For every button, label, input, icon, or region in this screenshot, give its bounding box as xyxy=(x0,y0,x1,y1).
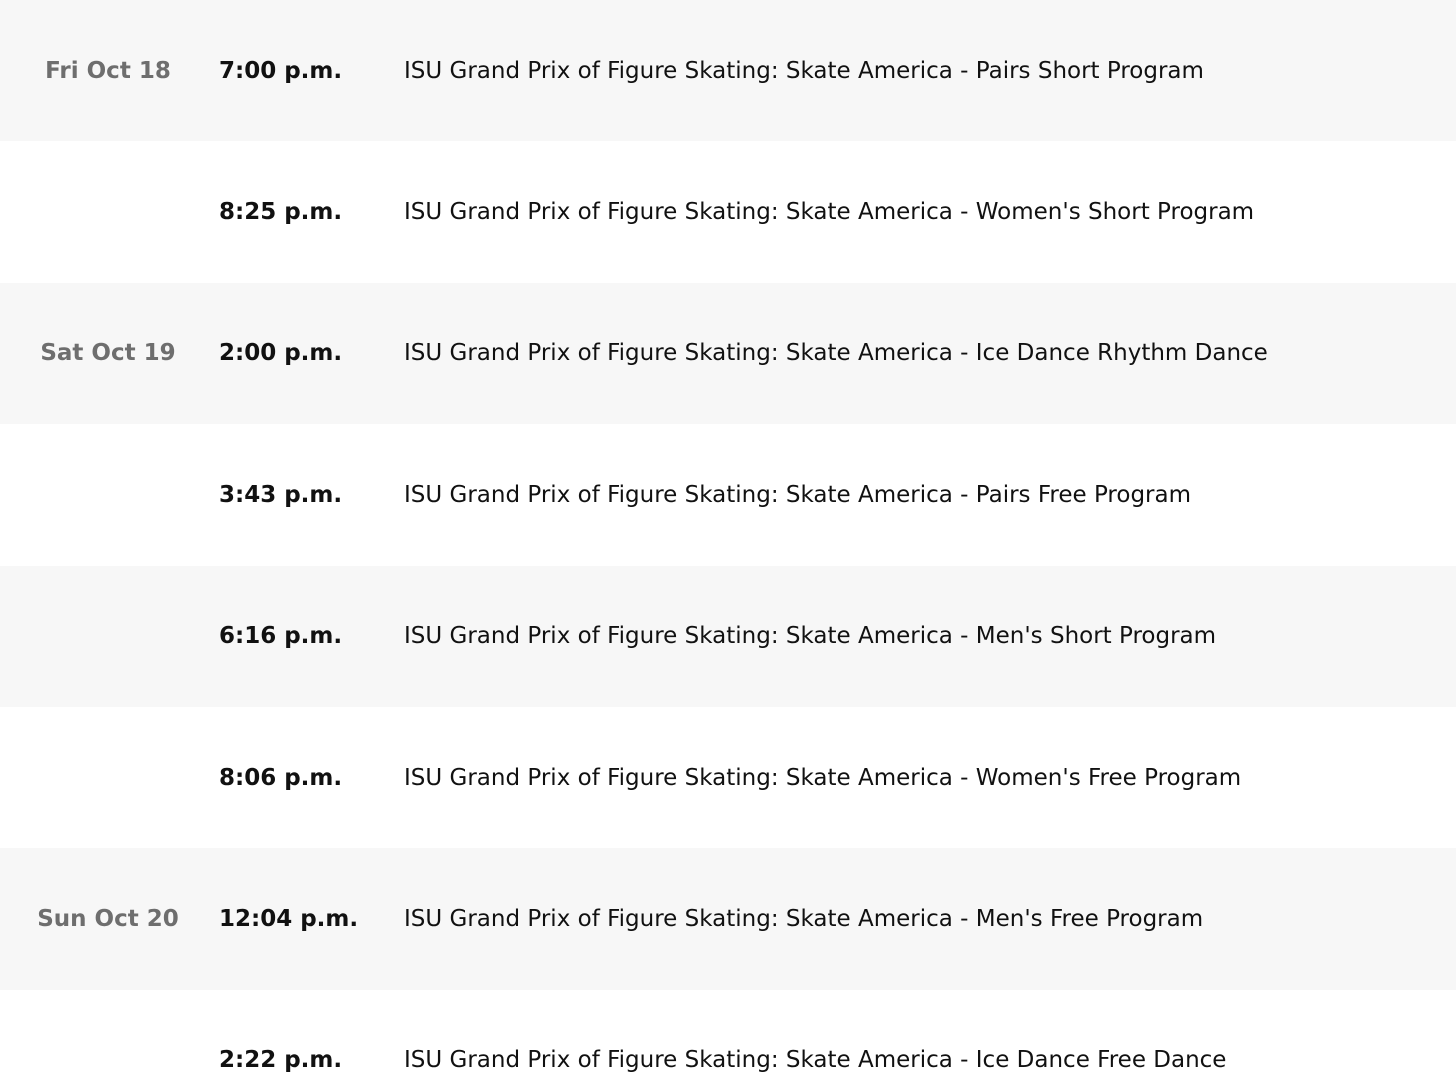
time-label: 6:16 p.m. xyxy=(219,623,343,650)
schedule-row[interactable] xyxy=(0,848,1456,989)
schedule-row[interactable] xyxy=(0,707,1456,848)
event-title[interactable]: ISU Grand Prix of Figure Skating: Skate America - Ice Dance Free Dance xyxy=(404,1047,1227,1074)
schedule-row[interactable] xyxy=(0,0,1456,141)
time-label: 2:00 p.m. xyxy=(219,340,343,367)
time-label: 2:22 p.m. xyxy=(219,1047,343,1074)
schedule-row[interactable] xyxy=(0,141,1456,282)
schedule-row[interactable] xyxy=(0,566,1456,707)
time-label: 8:06 p.m. xyxy=(219,764,343,791)
event-title[interactable]: ISU Grand Prix of Figure Skating: Skate America - Women's Short Program xyxy=(404,199,1255,226)
date-label: Sun Oct 20 xyxy=(37,906,179,933)
event-title[interactable]: ISU Grand Prix of Figure Skating: Skate America - Men's Short Program xyxy=(404,623,1217,650)
event-title[interactable]: ISU Grand Prix of Figure Skating: Skate America - Ice Dance Rhythm Dance xyxy=(404,340,1268,367)
event-title[interactable]: ISU Grand Prix of Figure Skating: Skate America - Men's Free Program xyxy=(404,906,1204,933)
date-label: Fri Oct 18 xyxy=(45,57,171,84)
schedule-row[interactable] xyxy=(0,990,1456,1085)
time-label: 12:04 p.m. xyxy=(219,906,359,933)
event-title[interactable]: ISU Grand Prix of Figure Skating: Skate America - Pairs Free Program xyxy=(404,481,1192,508)
schedule-row[interactable] xyxy=(0,283,1456,424)
schedule-row[interactable] xyxy=(0,424,1456,565)
time-label: 8:25 p.m. xyxy=(219,199,343,226)
date-label: Sat Oct 19 xyxy=(40,340,176,367)
time-label: 3:43 p.m. xyxy=(219,481,343,508)
event-title[interactable]: ISU Grand Prix of Figure Skating: Skate America - Women's Free Program xyxy=(404,764,1242,791)
time-label: 7:00 p.m. xyxy=(219,57,343,84)
event-title[interactable]: ISU Grand Prix of Figure Skating: Skate America - Pairs Short Program xyxy=(404,57,1204,84)
